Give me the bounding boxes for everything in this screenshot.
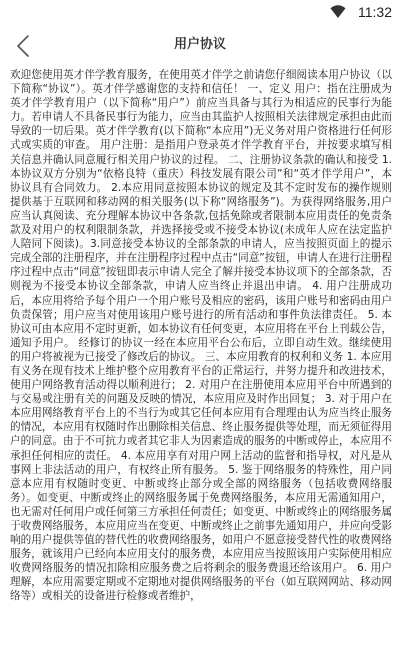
status-bar	[0, 0, 400, 24]
wifi-icon	[330, 5, 346, 19]
agreement-text: 欢迎您使用英才伴学教育服务，在使用英才伴学之前请您仔细阅读本用户协议（以下简称“协议”）。英才伴学感谢您的支持和信任！ 一、定义 用户：指在注册成为英才伴学教育用户（以下简称“用户”）前应当具备与其行为相适应的民事行为能力。若申请人不具备民事行为能力，应当由其监护人按照相关法律规定承担由此而导致的一切后果。英才伴学教育(以下简称“本应用”)无义务对用户资格进行任何形式或实质的审查。 用户注册：是指用户登录英才伴学教育平台，并按要求填写相关信息并确认同意履行相关用户协议的过程。 二、注册协议条款的确认和接受 1.本协议双方分别为“依格良特（重庆）科技发展有限公司”和“英才伴学用户”，本协议具有合同效力。 2.本应用同意按照本协议的规定及其不定时发布的操作规则提供基于互联网和移动网的相关服务(以下称“网络服务”)。为获得网络服务,用户应当认真阅读、充分理解本协议中各条款,包括免除或者限制本应用责任的免责条款及对用户的权利限制条款，并选择接受或不接受本协议(未成年人应在法定监护人陪同下阅读)。3.同意接受本协议的全部条款的申请人，应当按照页面上的提示完成全部的注册程序，并在注册程序过程中点击“同意”按钮，申请人在进行注册程序过程中点击“同意”按钮即表示申请人完全了解并接受本协议项下的全部条款，否则视为不接受本协议全部条款，申请人应当终止并退出申请。 4. 用户注册成功后，本应用将给予每个用户一个用户账号及相应的密码，该用户账号和密码由用户负责保管；用户应当对使用该用户账号进行的所有活动和事件负法律责任。 5. 本协议可由本应用不定时更新，如本协议有任何变更，本应用将在平台上刊载公告，通知予用户。 经修订的协议一经在本应用平台公布后，立即自动生效。继续使用的用户将被视为已接受了修改后的协议。 三、本应用教育的权利和义务 1. 本应用有义务在现有技术上维护整个应用教育平台的正常运行，并努力提升和改进技术，使用户网络教育活动得以顺利进行； 2. 对用户在注册使用本应用平台中所遇到的与交易或注册有关的问题及反映的情况，本应用应及时作出回复； 3. 对于用户在本应用网络教育平台上的不当行为或其它任何本应用有合理理由认为应当终止服务的情况，本应用有权随时作出删除相关信息、终止服务提供等处理，而无须征得用户的同意。由于不可抗力或者其它非人为因素造成的服务的中断或停止，本应用不承担任何相应的责任。 4. 本应用享有对用户网上活动的监督和指导权，对凡是从事网上非法活动的用户，有权终止所有服务。 5. 鉴于网络服务的特殊性，用户同意本应用有权随时变更、中断或终止部分或全部的网络服务（包括收费网络服务）。如变更、中断或终止的网络服务属于免费网络服务，本应用无需通知用户，也无需对任何用户或任何第三方承担任何责任；如变更、中断或终止的网络服务属于收费网络服务，本应用应当在变更、中断或终止之前事先通知用户，并应向受影响的用户提供等值的替代性的收费网络服务，如用户不愿意接受替代性的收费网络服务，就该用户已经向本应用支付的服务费，本应用应当按照该用户实际使用相应收费网络服务的情况扣除相应服务费之后将剩余的服务费退还给该用户。 6. 用户理解，本应用需要定期或不定期地对提供网络服务的平台（如互联网网站、移动网络等）或相关的设备进行检修或者维护，	[10, 69, 392, 603]
app-header	[0, 24, 400, 68]
agreement-content[interactable]	[10, 68, 392, 661]
status-time: 11:32	[358, 4, 392, 20]
page-title: 用户协议	[173, 37, 226, 52]
